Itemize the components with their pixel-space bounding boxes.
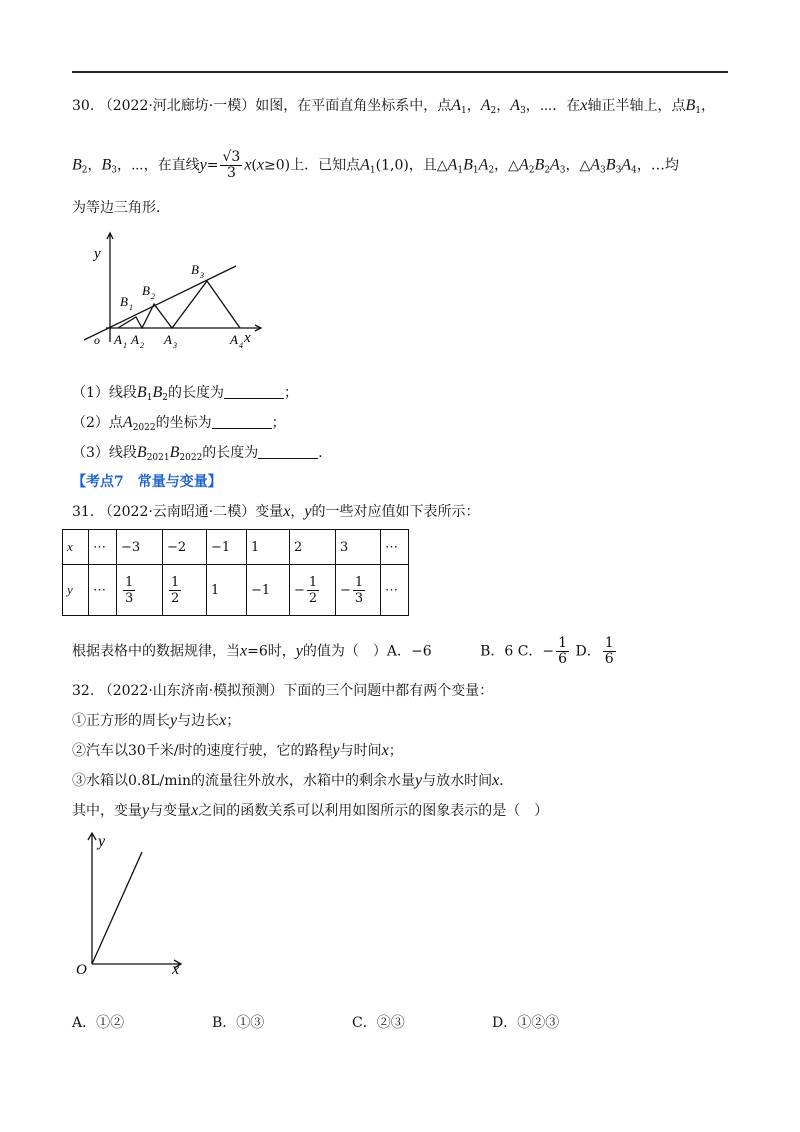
option-c[interactable]: C．②③ bbox=[352, 1015, 405, 1031]
label-B2: B bbox=[142, 283, 150, 298]
table-cell: − $\frac{1}{3}$ bbox=[336, 565, 381, 616]
table-cell: 2 bbox=[290, 530, 336, 565]
sqrt3-over-3: $\frac{√3}{3}$ bbox=[222, 149, 241, 181]
q30-line3: 为等边三角形． bbox=[72, 200, 170, 216]
option-d[interactable]: D．①②③ bbox=[492, 1015, 560, 1031]
top-rule bbox=[72, 71, 728, 73]
table-row-x bbox=[63, 530, 409, 565]
table-cell: − $\frac{1}{2}$ bbox=[290, 565, 336, 616]
table-cell: −3 bbox=[117, 530, 163, 565]
q30-line2: $B_2$，$B_3$，⋯，在直线y= $\frac{√3}{3}$ x(x≥0)上．已知点$A_1(1,0)$，且$\triangle A_1B_1A_2$，$\triangle A_2B_2A_3$，$\triangle A_3B_3A_4$，…均 bbox=[72, 149, 679, 181]
option-a[interactable]: 的值为（ ）A．−6 bbox=[302, 643, 432, 660]
table-cell: 1 bbox=[247, 530, 290, 565]
answer-blank-1[interactable] bbox=[224, 384, 284, 399]
q31-line1: 31. （2022·云南昭通·二模）变量x，y的一些对应值如下表所示： bbox=[72, 503, 480, 520]
q32-item1: ①正方形的周长y与边长x； bbox=[72, 712, 241, 729]
table-cell: x bbox=[63, 530, 89, 565]
label-B3: B bbox=[191, 262, 199, 277]
value-table bbox=[62, 529, 409, 616]
axis-label-y: y bbox=[94, 246, 101, 262]
answer-blank-2[interactable] bbox=[212, 414, 272, 429]
q30-sub3: （3）线段$B_{2021}B_{2022}$的长度为 ． bbox=[72, 444, 333, 463]
label-A3: A bbox=[164, 332, 172, 347]
table-cell: −1 bbox=[207, 530, 247, 565]
table-row-y bbox=[63, 565, 409, 616]
question-number: 30. bbox=[72, 98, 95, 114]
label-B1: B bbox=[120, 294, 128, 309]
svg-text:1: 1 bbox=[129, 303, 133, 312]
svg-text:4: 4 bbox=[239, 341, 243, 350]
table-cell: ⋯ bbox=[89, 530, 117, 565]
svg-text:1: 1 bbox=[123, 341, 127, 350]
q30-line1: 30. （2022·河北廊坊·一模）如图，在平面直角坐标系中，点$A_1$，$A_2$，$A_3$，⋯．在x轴正半轴上，点$B_1$， bbox=[72, 97, 716, 116]
option-a[interactable]: A．①② bbox=[72, 1015, 125, 1031]
label-A2: A bbox=[131, 332, 139, 347]
q32-line1: 32. （2022·山东济南·模拟预测）下面的三个问题中都有两个变量： bbox=[72, 683, 494, 699]
svg-text:2: 2 bbox=[151, 292, 155, 301]
q32-item2: ②汽车以30千米/时的速度行驶，它的路程y与时间x； bbox=[72, 742, 403, 759]
option-d[interactable]: D． bbox=[575, 643, 601, 660]
q30-sub1: （1）线段$B_1B_2$的长度为 ； bbox=[72, 384, 298, 403]
q32-ask: 其中，变量y与变量x之间的函数关系可以利用如图所示的图象表示的是（ ） bbox=[72, 802, 549, 819]
svg-text:3: 3 bbox=[173, 341, 177, 350]
question-number: 31. bbox=[72, 504, 95, 520]
svg-text:2: 2 bbox=[140, 341, 144, 350]
svg-text:3: 3 bbox=[200, 271, 204, 280]
q30-sub2: （2）点$A_{2022}$的坐标为 ； bbox=[72, 414, 286, 433]
q32-figure bbox=[70, 828, 190, 978]
triangle-chain bbox=[118, 281, 240, 328]
label-A4: A bbox=[230, 332, 238, 347]
q31-question: 根据表格中的数据规律，当x=6时，y的值为（ ）A．−6 B．6 C．− $\frac{1}{6}$ D． $\frac{1}{6}$ bbox=[72, 635, 614, 667]
table-cell: $\frac{1}{3}$ bbox=[117, 565, 163, 616]
question-source: （2022·山东济南·模拟预测） bbox=[98, 683, 284, 699]
table-cell: 1 bbox=[207, 565, 247, 616]
table-cell: ⋯ bbox=[381, 530, 409, 565]
line-y-sqrt3x bbox=[84, 266, 236, 340]
table-cell: −2 bbox=[163, 530, 207, 565]
proportional-line bbox=[92, 852, 142, 964]
option-b-c[interactable]: B．6 C． bbox=[480, 643, 543, 660]
axis-label-x: x bbox=[244, 330, 251, 346]
table-cell: ⋯ bbox=[381, 565, 409, 616]
label-A1: A bbox=[114, 332, 122, 347]
question-number: 32. bbox=[72, 683, 95, 699]
origin-label: o bbox=[94, 333, 100, 347]
axis-label-y: y bbox=[98, 833, 106, 850]
option-b[interactable]: B．①③ bbox=[212, 1015, 265, 1031]
table-cell: ⋯ bbox=[89, 565, 117, 616]
axis-label-x: x bbox=[172, 961, 180, 978]
table-cell: 3 bbox=[336, 530, 381, 565]
origin-label: O bbox=[76, 962, 87, 978]
section-heading: 【考点7 常量与变量】 bbox=[72, 474, 222, 490]
answer-blank-3[interactable] bbox=[258, 444, 318, 459]
q32-item3: ③水箱以0.8L/min的流量往外放水，水箱中的剩余水量y与放水时间x． bbox=[72, 772, 514, 789]
question-source: （2022·云南昭通·二模） bbox=[98, 504, 256, 520]
table-cell: $\frac{1}{2}$ bbox=[163, 565, 207, 616]
question-source: （2022·河北廊坊·一模） bbox=[98, 98, 256, 114]
table-cell: y bbox=[63, 565, 89, 616]
table-cell: −1 bbox=[247, 565, 290, 616]
q30-figure bbox=[80, 228, 280, 356]
